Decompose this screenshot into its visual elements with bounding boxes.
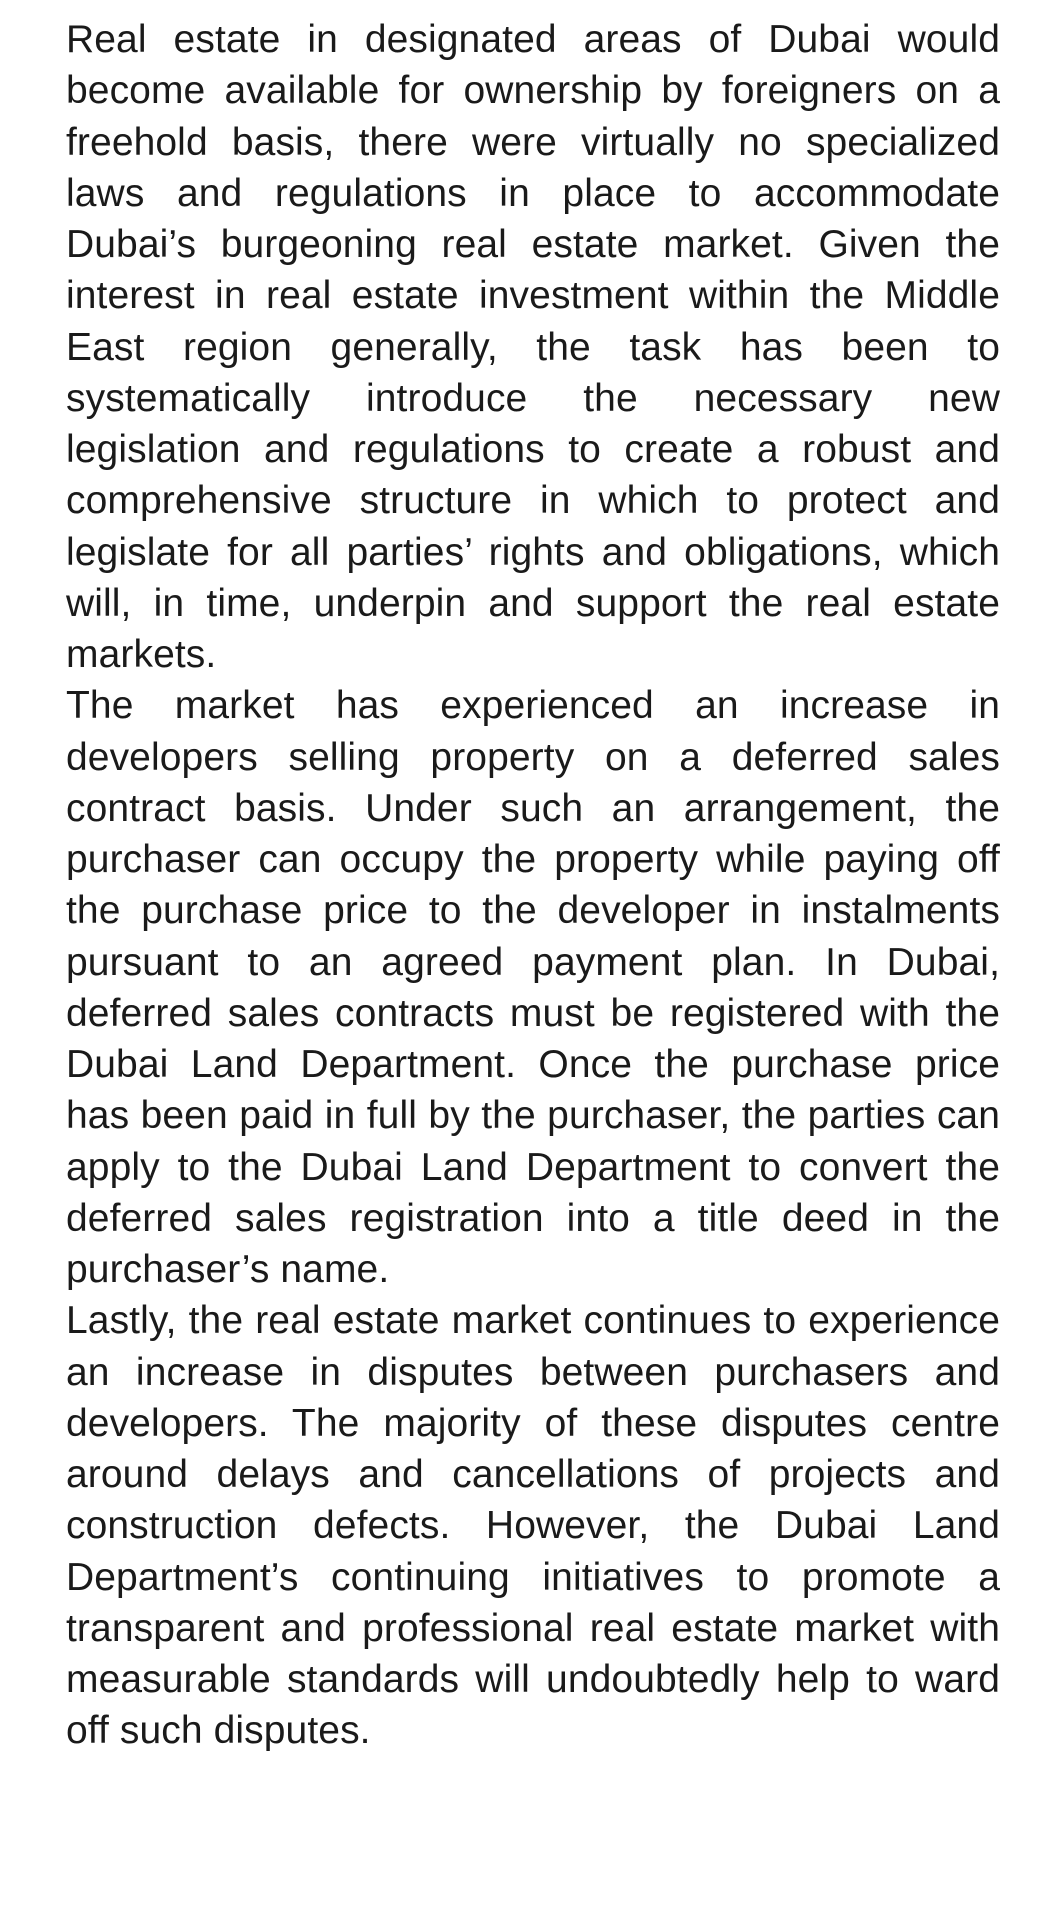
paragraph-deferred-sales: The market has experienced an increase in developers selling property on a deferred sales contract basis. Under such an arrangement, the purchaser can occupy the property while paying off the purchase price to the developer in instalments pursuant to an agreed payment plan. In Dubai, deferred sales contracts must be registered with the Dubai Land Department. Once the purchase price has been paid in full by the purchaser, the parties can apply to the Dubai Land Department to convert the deferred sales registration into a title deed in the purchaser’s name. — [66, 684, 1000, 1291]
document-page — [66, 14, 1000, 1757]
paragraph-freehold-ownership: Real estate in designated areas of Dubai would become available for ownership by foreigners on a freehold basis, there were virtually no specialized laws and regulations in place to accommodate Dubai’s burgeoning real estate market. Given the interest in real estate investment within the Middle East region generally, the task has been to systematically introduce the necessary new legislation and regulations to create a robust and comprehensive structure in which to protect and legislate for all parties’ rights and obligations, which will, in time, underpin and support the real estate markets. — [66, 18, 1000, 676]
paragraph-disputes: Lastly, the real estate market continues to experience an increase in disputes between purchasers and developers. The majority of these disputes centre around delays and cancellations of projects and construction defects. However, the Dubai Land Department’s continuing initiatives to promote a transparent and professional real estate market with measurable standards will undoubtedly help to ward off such disputes. — [66, 1299, 1000, 1753]
